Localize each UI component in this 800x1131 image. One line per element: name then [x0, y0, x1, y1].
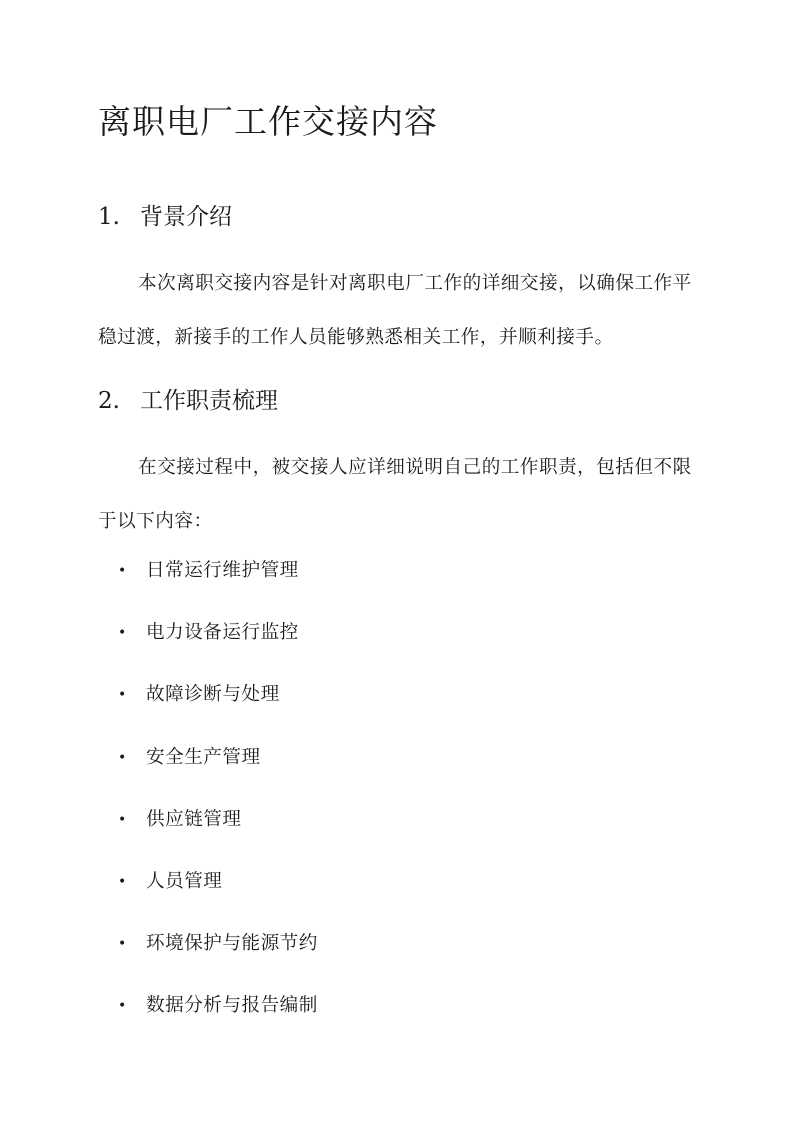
list-item: [118, 620, 318, 682]
bullet-icon: •: [118, 687, 127, 704]
responsibilities-list: [118, 558, 318, 1056]
list-item-text: 故障诊断与处理: [146, 684, 280, 706]
list-item-text: 环境保护与能源节约: [146, 933, 318, 955]
list-item-text: 人员管理: [146, 870, 223, 892]
list-item-text: 数据分析与报告编制: [146, 995, 318, 1017]
bullet-icon: •: [118, 873, 127, 890]
list-item: [118, 993, 318, 1055]
list-item: [118, 558, 318, 620]
bullet-icon: •: [118, 625, 127, 642]
section-number: 2.: [98, 388, 120, 414]
section-heading-text: 工作职责梳理: [140, 388, 278, 414]
background-paragraph: 本次离职交接内容是针对离职电厂工作的详细交接，以确保工作平稳过渡，新接手的工作人员能够熟悉相关工作，并顺利接手。: [98, 273, 692, 348]
list-item: [118, 807, 318, 869]
list-item: [118, 869, 318, 931]
bullet-icon: •: [118, 936, 127, 953]
list-item-text: 日常运行维护管理: [146, 560, 299, 581]
document-title: 离职电厂工作交接内容: [98, 102, 438, 141]
bullet-icon: •: [118, 998, 127, 1015]
list-item-text: 安全生产管理: [146, 746, 261, 768]
list-item: [118, 682, 318, 744]
bullet-icon: •: [118, 811, 127, 828]
section-number: 1.: [98, 204, 120, 230]
section-heading-background: [98, 198, 232, 231]
bullet-icon: •: [118, 563, 127, 579]
section-heading-responsibilities: [98, 382, 278, 415]
list-item: [118, 745, 318, 807]
list-item-text: 电力设备运行监控: [146, 622, 299, 644]
responsibilities-paragraph: 在交接过程中，被交接人应详细说明自己的工作职责，包括但不限于以下内容：: [98, 457, 692, 532]
section-heading-text: 背景介绍: [140, 204, 232, 230]
bullet-icon: •: [118, 749, 127, 766]
list-item-text: 供应链管理: [146, 808, 242, 830]
list-item: [118, 931, 318, 993]
